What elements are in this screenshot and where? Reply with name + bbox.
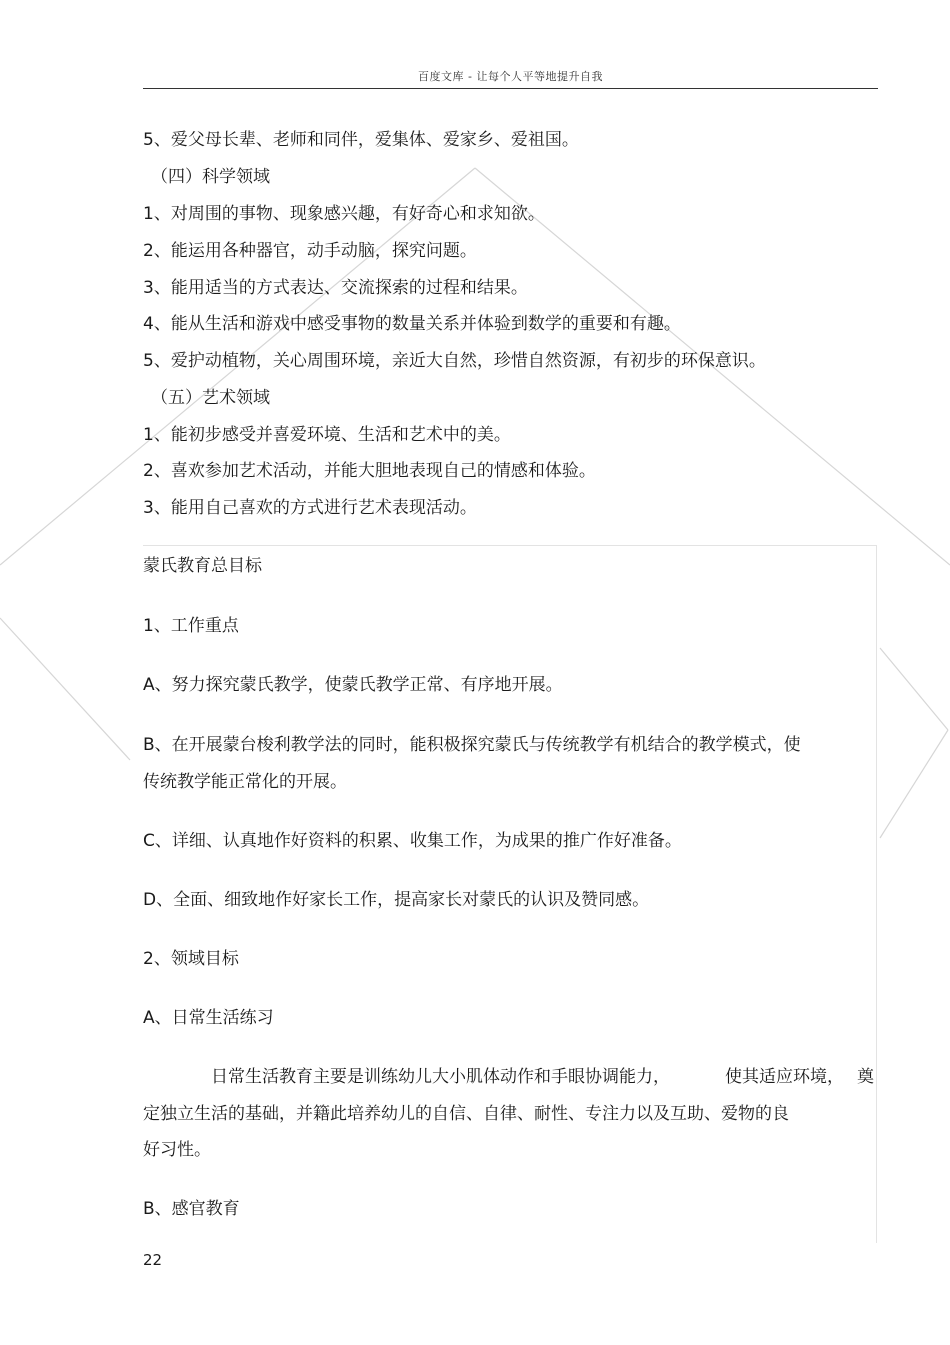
page-header: [143, 66, 878, 89]
section-heading: （五）艺术领域: [151, 388, 270, 408]
text-line: C、详细、认真地作好资料的积累、收集工作，为成果的推广作好准备。: [143, 831, 682, 851]
text-line: 奠: [857, 1067, 874, 1087]
page-number: 22: [143, 1251, 163, 1269]
text-line: 5、爱护动植物，关心周围环境，亲近大自然，珍惜自然资源，有初步的环保意识。: [143, 351, 766, 371]
section-heading: （四）科学领域: [151, 167, 270, 187]
text-line: A、努力探究蒙氏教学，使蒙氏教学正常、有序地开展。: [143, 675, 563, 695]
text-line: 传统教学能正常化的开展。: [143, 772, 347, 792]
text-line: 2、能运用各种器官，动手动脑，探究问题。: [143, 241, 477, 261]
text-line: 日常生活教育主要是训练幼儿大小肌体动作和手眼协调能力，: [211, 1067, 670, 1087]
text-line: 3、能用自己喜欢的方式进行艺术表现活动。: [143, 498, 477, 518]
text-line: D、全面、细致地作好家长工作，提高家长对蒙氏的认识及赞同感。: [143, 890, 650, 910]
text-line: A、日常生活练习: [143, 1008, 274, 1028]
text-line: 好习性。: [143, 1140, 211, 1160]
text-line: 1、工作重点: [143, 616, 239, 636]
text-line: 4、能从生活和游戏中感受事物的数量关系并体验到数学的重要和有趣。: [143, 314, 681, 334]
text-line: 2、领域目标: [143, 949, 239, 969]
text-line: B、感官教育: [143, 1199, 240, 1219]
text-line: 5、爱父母长辈、老师和同伴，爱集体、爱家乡、爱祖国。: [143, 130, 579, 150]
text-line: 1、能初步感受并喜爱环境、生活和艺术中的美。: [143, 425, 511, 445]
text-line: 3、能用适当的方式表达、交流探索的过程和结果。: [143, 278, 528, 298]
text-line: 使其适应环境，: [725, 1067, 844, 1087]
text-line: 1、对周围的事物、现象感兴趣，有好奇心和求知欲。: [143, 204, 545, 224]
box-title: 蒙氏教育总目标: [143, 556, 262, 576]
header-title: 百度文库 - 让每个人平等地提升自我: [418, 70, 603, 83]
text-line: 定独立生活的基础，并籍此培养幼儿的自信、自律、耐性、专注力以及互助、爱物的良: [143, 1104, 789, 1124]
text-line: 2、喜欢参加艺术活动，并能大胆地表现自己的情感和体验。: [143, 461, 596, 481]
text-line: B、在开展蒙台梭利教学法的同时，能积极探究蒙氏与传统教学有机结合的教学模式，使: [143, 735, 801, 755]
